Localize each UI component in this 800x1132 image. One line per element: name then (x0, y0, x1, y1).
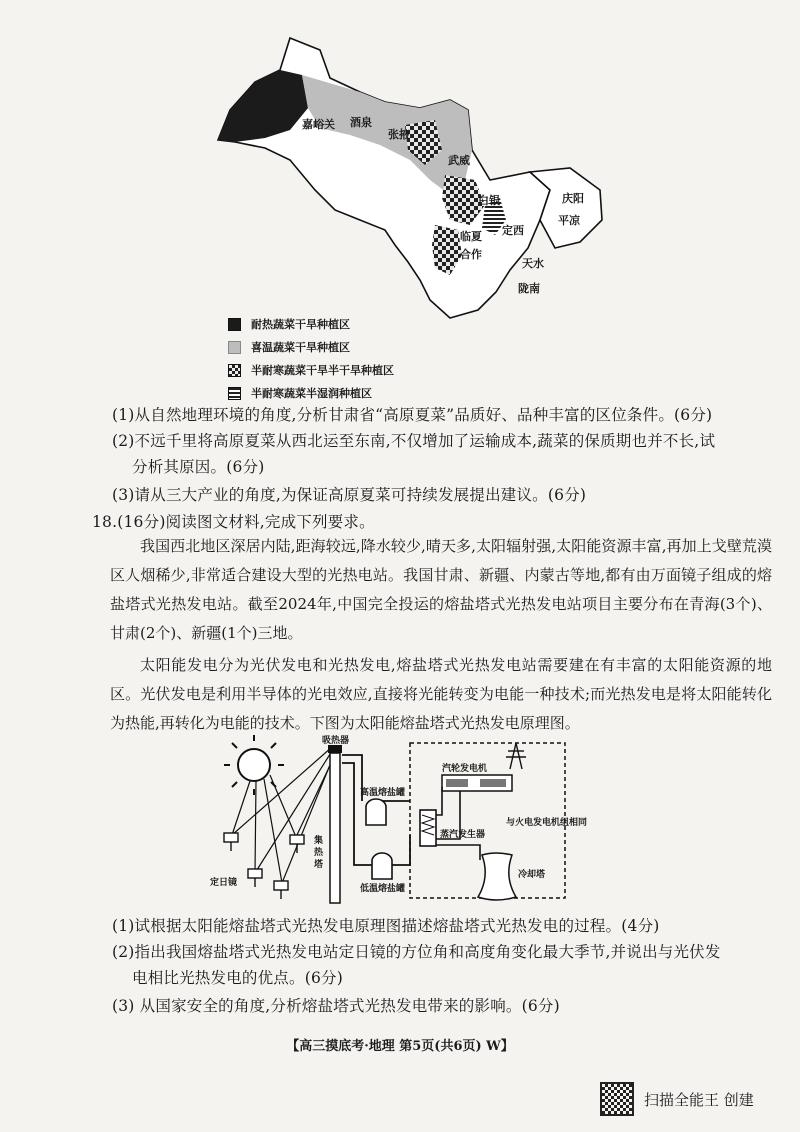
map-label-longnan: 陇南 (518, 282, 540, 295)
label-steam-generator: 蒸汽发生器 (440, 830, 486, 840)
q18-sub2-line1: (2)指出我国熔盐塔式光热发电站定日镜的方位角和高度角变化最大季节,并说出与光伏发 (112, 943, 721, 961)
map-label-wuwei: 武威 (448, 154, 470, 167)
legend-item-warm (228, 339, 350, 355)
map-label-qingyang: 庆阳 (562, 192, 584, 205)
legend-item-heat (228, 316, 350, 332)
map-label-zhangye: 张掖 (388, 128, 410, 141)
page-footer: 【高三摸底考·地理 第5页(共6页) W】 (286, 1039, 514, 1054)
legend-label: 喜温蔬菜干旱种植区 (251, 341, 350, 354)
label-heliostat: 定日镜 (210, 878, 238, 888)
q17-sub3: (3)请从三大产业的角度,为保证高原夏菜可持续发展提出建议。(6分) (112, 486, 587, 504)
legend-swatch-stripes (228, 387, 241, 400)
q18-sub2-line2: 电相比光热发电的优点。(6分) (132, 969, 343, 987)
gansu-map-shape (210, 30, 620, 325)
legend-item-semi-humid (228, 385, 372, 401)
map-label-hezuo: 合作 (460, 248, 482, 261)
label-cold-tank: 低温熔盐罐 (360, 884, 406, 894)
map-label-dingxi: 定西 (502, 224, 524, 237)
legend-label: 半耐寒蔬菜干旱半干旱种植区 (251, 364, 394, 377)
label-turbine: 汽轮发电机 (442, 764, 488, 774)
label-absorber: 吸热器 (322, 736, 350, 746)
label-hot-tank: 高温熔盐罐 (360, 788, 406, 798)
map-label-pingliang: 平凉 (558, 214, 580, 227)
map-label-jiayuguan: 嘉峪关 (302, 118, 335, 131)
map-label-baiyin: 白银 (478, 194, 500, 207)
label-cooling-tower: 冷却塔 (518, 870, 546, 880)
legend-item-semi-arid (228, 362, 394, 378)
legend-label: 耐热蔬菜干旱种植区 (251, 318, 350, 331)
q17-sub1: (1)从自然地理环境的角度,分析甘肃省“高原夏菜”品质好、品种丰富的区位条件。(6分) (112, 406, 713, 424)
legend-swatch-gray (228, 341, 241, 354)
q18-sub3: (3) 从国家安全的角度,分析熔盐塔式光热发电带来的影响。(6分) (112, 997, 560, 1015)
solar-thermal-diagram (210, 735, 588, 910)
legend-swatch-black (228, 318, 241, 331)
q18-para1-text: 我国西北地区深居内陆,距海较远,降水较少,晴天多,太阳辐射强,太阳能资源丰富,再加上戈壁荒漠区人烟稀少,非常适合建设大型的光热电站。我国甘肃、新疆、内蒙古等地,都有由万面镜子组成的熔盐塔式光热发电站。截至2024年,中国完全投运的熔盐塔式光热发电站项目主要分布在青海(3个)、甘肃(2个)、新疆(1个)三地。 (110, 537, 772, 642)
qr-code-icon (600, 1082, 634, 1116)
q18-para1 (110, 532, 772, 648)
q18-header: 18.(16分)阅读图文材料,完成下列要求。 (92, 513, 375, 531)
scanner-text: 扫描全能王 创建 (644, 1090, 754, 1109)
q18-sub1: (1)试根据太阳能熔盐塔式光热发电原理图描述熔盐塔式光热发电的过程。(4分) (112, 917, 660, 935)
q17-sub2-line1: (2)不远千里将高原夏菜从西北运至东南,不仅增加了运输成本,蔬菜的保质期也并不长,试 (112, 432, 716, 450)
label-tower: 集热塔 (314, 836, 324, 870)
q18-para2 (110, 651, 772, 738)
scanner-watermark (600, 1082, 754, 1116)
q18-para2-text: 太阳能发电分为光伏发电和光热发电,熔盐塔式光热发电站需要建在有丰富的太阳能资源的地区。光伏发电是利用半导体的光电效应,直接将光能转变为电能一种技术;而光热发电是将太阳能转化为热能,再转化为电能的技术。下图为太阳能熔盐塔式光热发电原理图。 (110, 656, 772, 732)
map-label-tianshui: 天水 (522, 257, 544, 270)
label-same-as-thermal: 与火电发电机组相同 (506, 818, 588, 828)
legend-swatch-checker (228, 364, 241, 377)
map-label-jiuquan: 酒泉 (350, 116, 372, 129)
map-label-linxia: 临夏 (460, 230, 482, 243)
gansu-map (210, 30, 620, 325)
q17-sub2-line2: 分析其原因。(6分) (132, 458, 265, 476)
legend-label: 半耐寒蔬菜半湿润种植区 (251, 387, 372, 400)
